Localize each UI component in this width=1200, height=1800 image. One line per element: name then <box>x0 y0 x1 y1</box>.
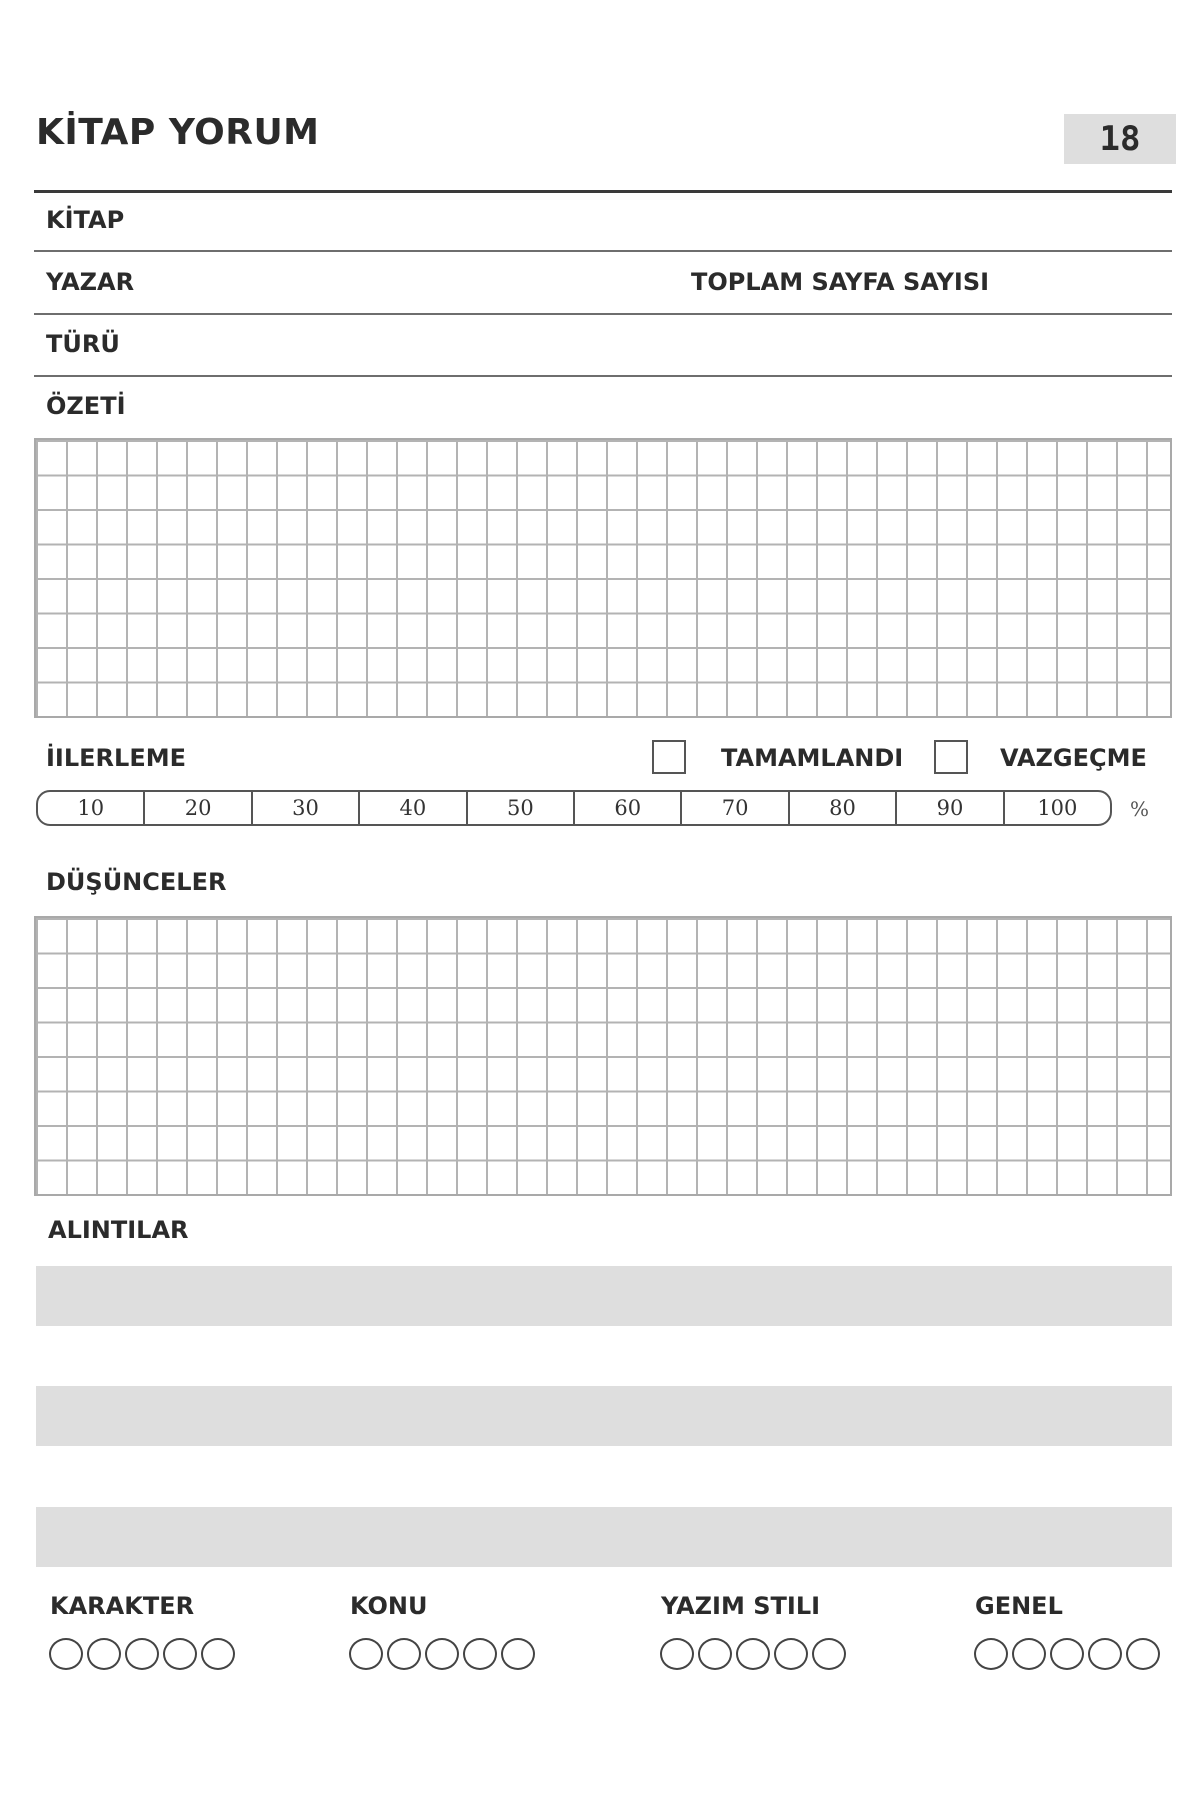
book-field-line[interactable] <box>34 250 1172 252</box>
thoughts-grid[interactable] <box>34 916 1172 1196</box>
gave-up-label: VAZGEÇME <box>1000 744 1147 772</box>
summary-label: ÖZETİ <box>46 392 126 420</box>
rating-circle[interactable] <box>774 1638 808 1670</box>
rating-circle[interactable] <box>660 1638 694 1670</box>
genre-field-line[interactable] <box>34 375 1172 377</box>
progress-step-80[interactable]: 80 <box>790 792 897 824</box>
rating-circle[interactable] <box>49 1638 83 1670</box>
rating-overall[interactable] <box>974 1638 1160 1670</box>
genre-field-label: TÜRÜ <box>46 330 120 358</box>
author-field-label: YAZAR <box>46 268 135 296</box>
rating-circle[interactable] <box>87 1638 121 1670</box>
progress-step-90[interactable]: 90 <box>897 792 1004 824</box>
rating-circle[interactable] <box>1050 1638 1084 1670</box>
rating-circle[interactable] <box>201 1638 235 1670</box>
rating-circle[interactable] <box>698 1638 732 1670</box>
progress-step-30[interactable]: 30 <box>253 792 360 824</box>
page-number-badge: 18 <box>1064 114 1176 164</box>
rating-circle[interactable] <box>463 1638 497 1670</box>
progress-step-20[interactable]: 20 <box>145 792 252 824</box>
quote-line-1[interactable] <box>36 1266 1172 1326</box>
total-pages-field-label: TOPLAM SAYFA SAYISI <box>691 268 990 296</box>
page-title: KİTAP YORUM <box>36 112 320 153</box>
rating-label-writing-style: YAZIM STILI <box>661 1592 821 1620</box>
rating-circle[interactable] <box>1012 1638 1046 1670</box>
rating-circle[interactable] <box>1126 1638 1160 1670</box>
rating-circle[interactable] <box>501 1638 535 1670</box>
author-field-line[interactable] <box>34 313 1172 315</box>
book-field-label: KİTAP <box>46 206 125 234</box>
rating-character[interactable] <box>49 1638 235 1670</box>
progress-step-40[interactable]: 40 <box>360 792 467 824</box>
quotes-label: ALINTILAR <box>48 1216 189 1244</box>
progress-label: İILERLEME <box>46 744 186 772</box>
rating-circle[interactable] <box>387 1638 421 1670</box>
progress-step-10[interactable]: 10 <box>38 792 145 824</box>
progress-step-100[interactable]: 100 <box>1037 796 1078 820</box>
rating-circle[interactable] <box>425 1638 459 1670</box>
thoughts-label: DÜŞÜNCELER <box>46 868 227 896</box>
progress-scale[interactable] <box>36 790 1112 826</box>
completed-checkbox[interactable] <box>652 740 686 774</box>
rating-circle[interactable] <box>974 1638 1008 1670</box>
rating-circle[interactable] <box>736 1638 770 1670</box>
quote-line-2[interactable] <box>36 1386 1172 1446</box>
rating-circle[interactable] <box>1088 1638 1122 1670</box>
rating-plot[interactable] <box>349 1638 535 1670</box>
summary-grid[interactable] <box>34 438 1172 718</box>
rating-label-overall: GENEL <box>975 1592 1063 1620</box>
rating-circle[interactable] <box>125 1638 159 1670</box>
quote-line-3[interactable] <box>36 1507 1172 1567</box>
progress-step-60[interactable]: 60 <box>575 792 682 824</box>
gave-up-checkbox[interactable] <box>934 740 968 774</box>
rating-circle[interactable] <box>349 1638 383 1670</box>
percent-sign: % <box>1130 797 1150 821</box>
rating-label-character: KARAKTER <box>50 1592 195 1620</box>
rating-label-plot: KONU <box>350 1592 428 1620</box>
completed-label: TAMAMLANDI <box>721 744 904 772</box>
rating-circle[interactable] <box>812 1638 846 1670</box>
progress-step-70[interactable]: 70 <box>682 792 789 824</box>
progress-step-50[interactable]: 50 <box>468 792 575 824</box>
header-divider <box>34 190 1172 193</box>
rating-writing-style[interactable] <box>660 1638 846 1670</box>
rating-circle[interactable] <box>163 1638 197 1670</box>
